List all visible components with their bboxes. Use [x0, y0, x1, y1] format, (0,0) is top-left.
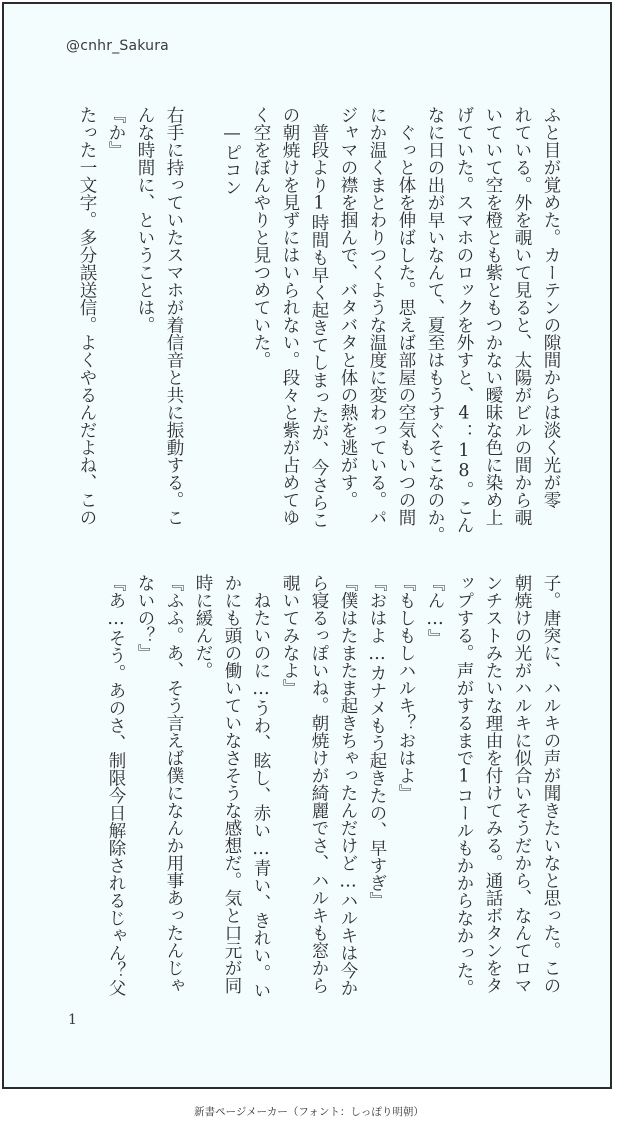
text-line: げていた。スマホのロックを外すと、4：18。こん	[454, 106, 474, 534]
text-block-top	[72, 106, 565, 566]
text-line: 『ふふ。あ、そう言えば僕になんか用事あったんじゃ	[164, 574, 184, 994]
text-line: ら寝るっぽいね。朝焼けが綺麗でさ、ハルキも窓から	[309, 574, 329, 994]
text-line: 『ん…』	[425, 574, 445, 647]
text-line: ふと目が覚めた。カーテンの隙間からは淡く光が零	[541, 106, 561, 509]
text-line: にか温くまとわりつくような温度に変わっている。パ	[367, 106, 387, 526]
author-handle: @cnhr_Sakura	[66, 38, 169, 54]
text-line: 『僕はたまたま起きちゃったんだけど…ハルキは今か	[338, 574, 358, 997]
text-line: なに日の出が早いなんて、夏至はもうすぐそこなのか。	[425, 106, 445, 544]
generator-caption: 新書ページメーカー（フォント：しっぽり明朝）	[194, 1106, 424, 1118]
text-line: —ピコン	[222, 106, 242, 196]
text-line: の朝焼けを見ずにはいられない。段々と紫が占めてゆ	[280, 106, 300, 526]
text-line: かにも頭の働いていなさそうな感想だ。気と口元が同	[222, 574, 242, 994]
text-line: ップする。声がするまで1コールもかからなかった。	[454, 574, 474, 997]
text-line: 『もしもしハルキ？おはよ』	[396, 574, 416, 802]
text-line: んな時間に、ということは。	[135, 106, 155, 334]
text-line: 覗いてみなよ』	[280, 574, 300, 697]
text-line: 朝焼けの光がハルキに似合いそうだから、なんてロマ	[512, 574, 532, 994]
text-line: れている。外を覗いて見ると、太陽がビルの間から覗	[512, 106, 532, 526]
text-line: 『おはよ…カナメもう起きたの、早すぎ』	[367, 574, 387, 909]
text-line: ジャマの襟を掴んで、バタバタと体の熱を逃がす。	[338, 106, 358, 509]
text-line: 『あ…そう。あのさ、制限今日解除されるじゃん？父	[106, 574, 126, 997]
text-line: 子。唐突に、ハルキの声が聞きたいなと思った。この	[541, 574, 561, 994]
text-line: 時に緩んだ。	[193, 574, 213, 679]
text-line: ぐっと体を伸ばした。思えば部屋の空気もいつの間	[396, 106, 416, 526]
text-line: 普段より1時間も早く起きてしまったが、今さらこ	[309, 106, 329, 529]
text-line: たった一文字。多分誤送信。よくやるんだよね、この	[77, 106, 97, 526]
page-number: 1	[68, 1012, 77, 1028]
text-line: 右手に持っていたスマホが着信音と共に振動する。こ	[164, 106, 184, 526]
text-line: く空をぼんやりと見つめていた。	[251, 106, 271, 369]
text-line: ないの？』	[135, 574, 155, 662]
text-line: ンチストみたいな理由を付けてみる。通話ボタンをタ	[483, 574, 503, 994]
text-line: 『か』	[106, 106, 126, 159]
book-page	[2, 2, 612, 1089]
blank-line	[188, 106, 217, 566]
text-block-bottom	[101, 574, 565, 999]
text-line: いていて空を橙とも紫ともつかない曖昧な色に染め上	[483, 106, 503, 526]
text-line: ねたいのに…うわ、眩し、赤い…青い、きれい。い	[251, 574, 271, 999]
